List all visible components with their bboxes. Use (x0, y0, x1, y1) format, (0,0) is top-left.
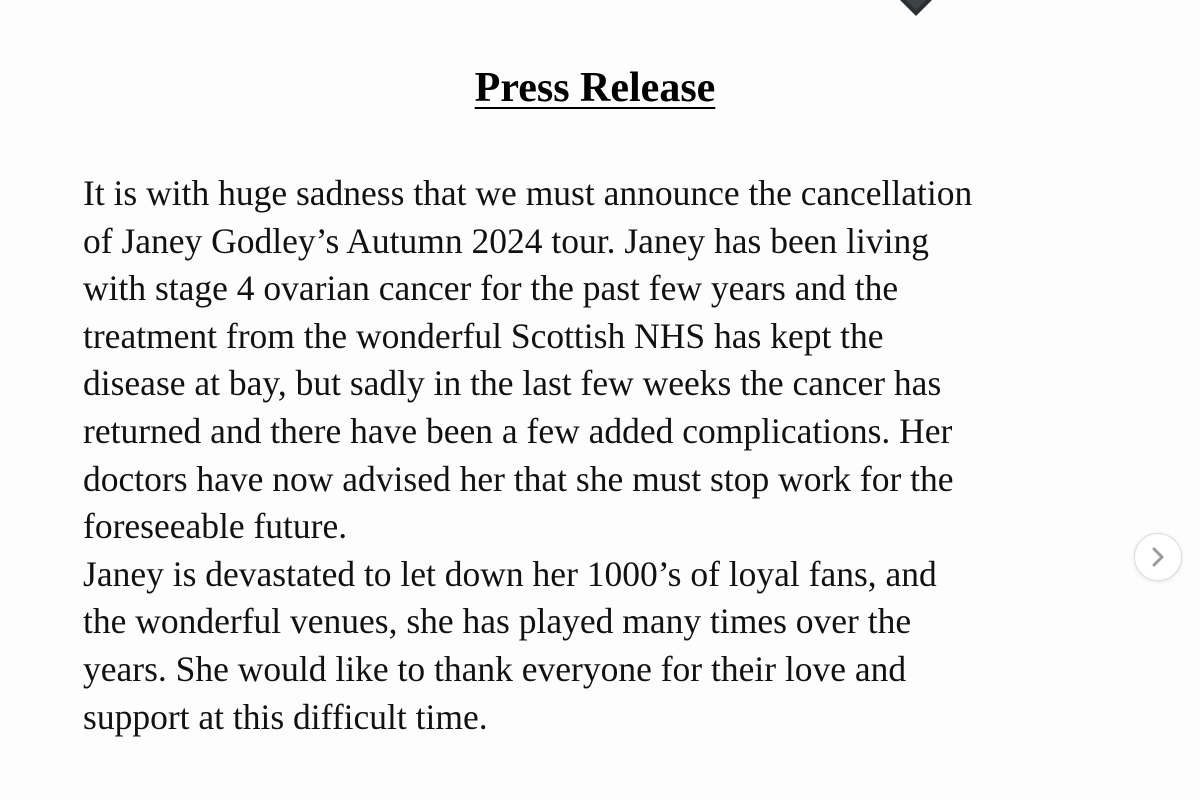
body-line: Janey is devastated to let down her 1000’s of loyal fans, and (83, 553, 937, 594)
body-line: foreseeable future. (83, 506, 348, 547)
body-line: of Janey Godley’s Autumn 2024 tour. Janey has been living (83, 220, 929, 261)
chevron-right-icon (1149, 546, 1167, 568)
body-line: It is with huge sadness that we must announce the cancellation (83, 173, 973, 213)
body-line: disease at bay, but sadly in the last few weeks the cancer has (83, 363, 942, 404)
diamond-shape-icon (892, 0, 940, 18)
press-release-title (0, 62, 1190, 114)
body-line: years. She would like to thank everyone for their love and (83, 648, 907, 689)
press-release-title-text: Press Release (474, 65, 716, 111)
body-line: support at this difficult time. (83, 696, 488, 737)
body-line: the wonderful venues, she has played many times over the (83, 601, 912, 642)
body-line: returned and there have been a few added complications. Her (83, 410, 953, 451)
press-release-body (83, 170, 1123, 741)
body-line: with stage 4 ovarian cancer for the past few years and the (83, 268, 899, 309)
next-slide-button[interactable] (1134, 533, 1182, 581)
body-line: treatment from the wonderful Scottish NHS has kept the (83, 315, 884, 356)
body-line: doctors have now advised her that she must stop work for the (83, 458, 954, 499)
